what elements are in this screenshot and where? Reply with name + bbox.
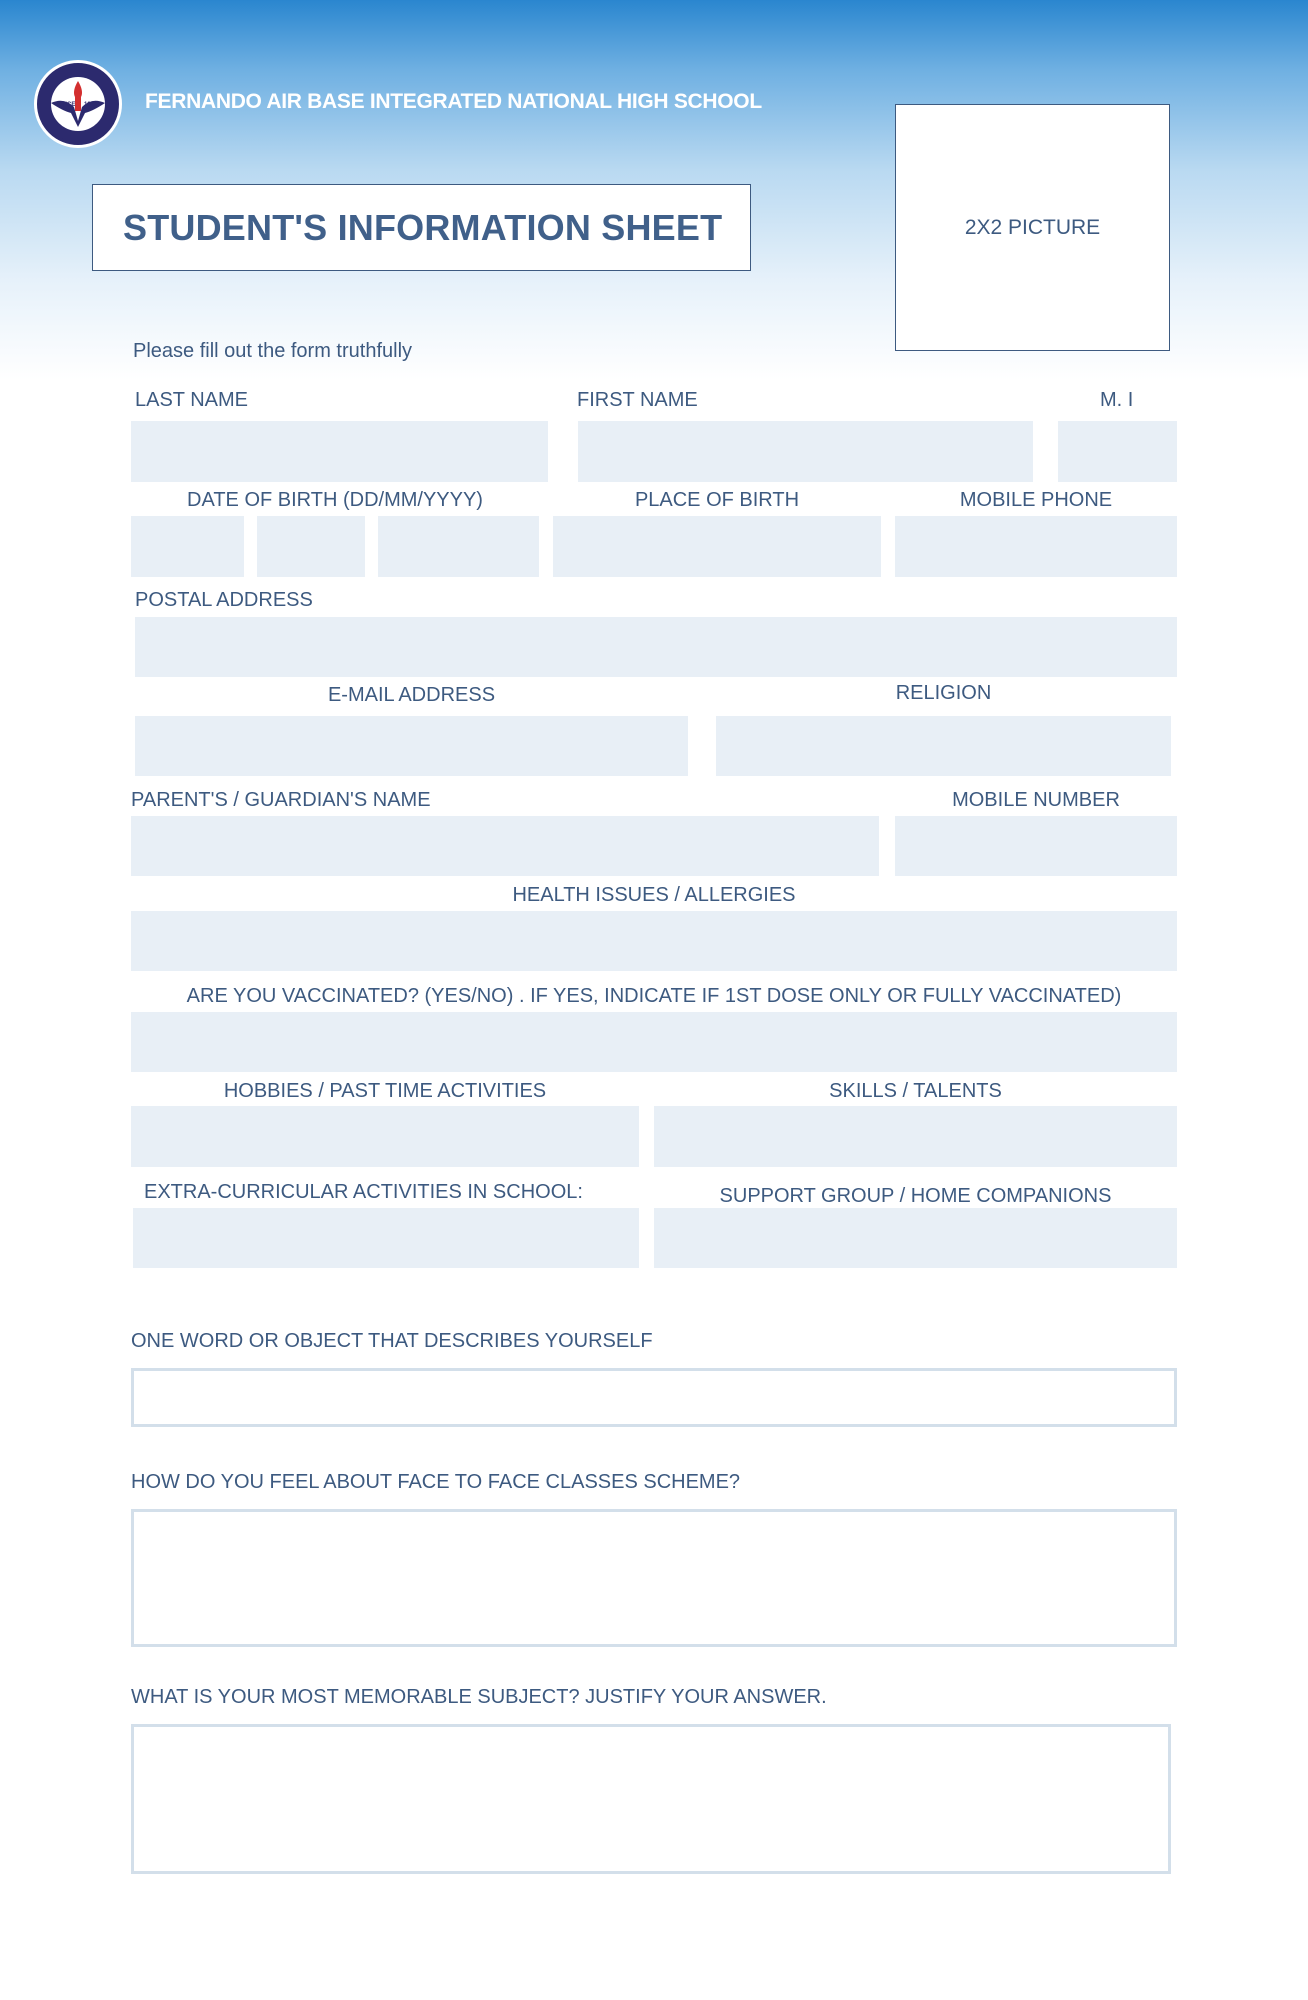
guardian-name-label: PARENT'S / GUARDIAN'S NAME <box>131 789 431 811</box>
skills-field[interactable] <box>654 1106 1177 1167</box>
email-label: E-MAIL ADDRESS <box>327 684 496 706</box>
school-seal-graphic <box>37 63 119 145</box>
first-name-label: FIRST NAME <box>577 389 698 411</box>
mi-label: M. I <box>1100 389 1134 411</box>
face-to-face-field[interactable] <box>131 1509 1177 1647</box>
place-of-birth-field[interactable] <box>553 516 881 577</box>
support-group-label: SUPPORT GROUP / HOME COMPANIONS <box>719 1185 1112 1207</box>
email-field[interactable] <box>135 716 688 776</box>
seal-year-text: 1968 <box>84 102 98 108</box>
title-box <box>92 184 751 271</box>
photo-box[interactable] <box>895 104 1170 351</box>
first-name-field[interactable] <box>578 421 1033 482</box>
hobbies-label: HOBBIES / PAST TIME ACTIVITIES <box>223 1080 547 1102</box>
support-group-field[interactable] <box>654 1208 1177 1268</box>
photo-label: 2X2 PICTURE <box>964 215 1101 239</box>
mobile-phone-label: MOBILE PHONE <box>959 489 1113 511</box>
guardian-name-field[interactable] <box>131 816 879 876</box>
dob-day-field[interactable] <box>131 516 244 577</box>
postal-address-field[interactable] <box>135 617 1177 677</box>
mobile-number-label: MOBILE NUMBER <box>952 789 1120 811</box>
mobile-number-field[interactable] <box>895 816 1177 876</box>
hobbies-field[interactable] <box>131 1106 639 1167</box>
vaccinated-field[interactable] <box>131 1012 1177 1072</box>
dob-year-field[interactable] <box>378 516 539 577</box>
seal-since-text: SINCE <box>57 102 76 108</box>
health-field[interactable] <box>131 911 1177 971</box>
extracurricular-field[interactable] <box>133 1208 639 1268</box>
religion-field[interactable] <box>716 716 1171 776</box>
memorable-subject-field[interactable] <box>131 1724 1171 1874</box>
one-word-label: ONE WORD OR OBJECT THAT DESCRIBES YOURSELF <box>131 1330 653 1352</box>
place-of-birth-label: PLACE OF BIRTH <box>634 489 800 511</box>
face-to-face-label: HOW DO YOU FEEL ABOUT FACE TO FACE CLASSES SCHEME? <box>131 1471 741 1493</box>
dob-month-field[interactable] <box>257 516 365 577</box>
religion-label: RELIGION <box>895 682 992 704</box>
mi-field[interactable] <box>1058 421 1177 482</box>
mobile-phone-field[interactable] <box>895 516 1177 577</box>
school-name: FERNANDO AIR BASE INTEGRATED NATIONAL HIGH SCHOOL <box>145 90 762 113</box>
memorable-subject-label: WHAT IS YOUR MOST MEMORABLE SUBJECT? JUSTIFY YOUR ANSWER. <box>131 1686 827 1708</box>
last-name-field[interactable] <box>131 421 548 482</box>
page-title: STUDENT'S INFORMATION SHEET <box>123 206 723 248</box>
postal-address-label: POSTAL ADDRESS <box>135 589 313 611</box>
instructions-text: Please fill out the form truthfully <box>133 340 413 362</box>
health-label: HEALTH ISSUES / ALLERGIES <box>512 884 796 906</box>
one-word-field[interactable] <box>131 1368 1177 1427</box>
dob-label: DATE OF BIRTH (DD/MM/YYYY) <box>187 489 483 511</box>
last-name-label: LAST NAME <box>135 389 248 411</box>
extracurricular-label: EXTRA-CURRICULAR ACTIVITIES IN SCHOOL: <box>144 1181 583 1203</box>
skills-label: SKILLS / TALENTS <box>829 1080 1002 1102</box>
vaccinated-label: ARE YOU VACCINATED? (YES/NO) . IF YES, INDICATE IF 1ST DOSE ONLY OR FULLY VACCINATED) <box>186 985 1122 1007</box>
school-seal-icon <box>34 60 122 148</box>
